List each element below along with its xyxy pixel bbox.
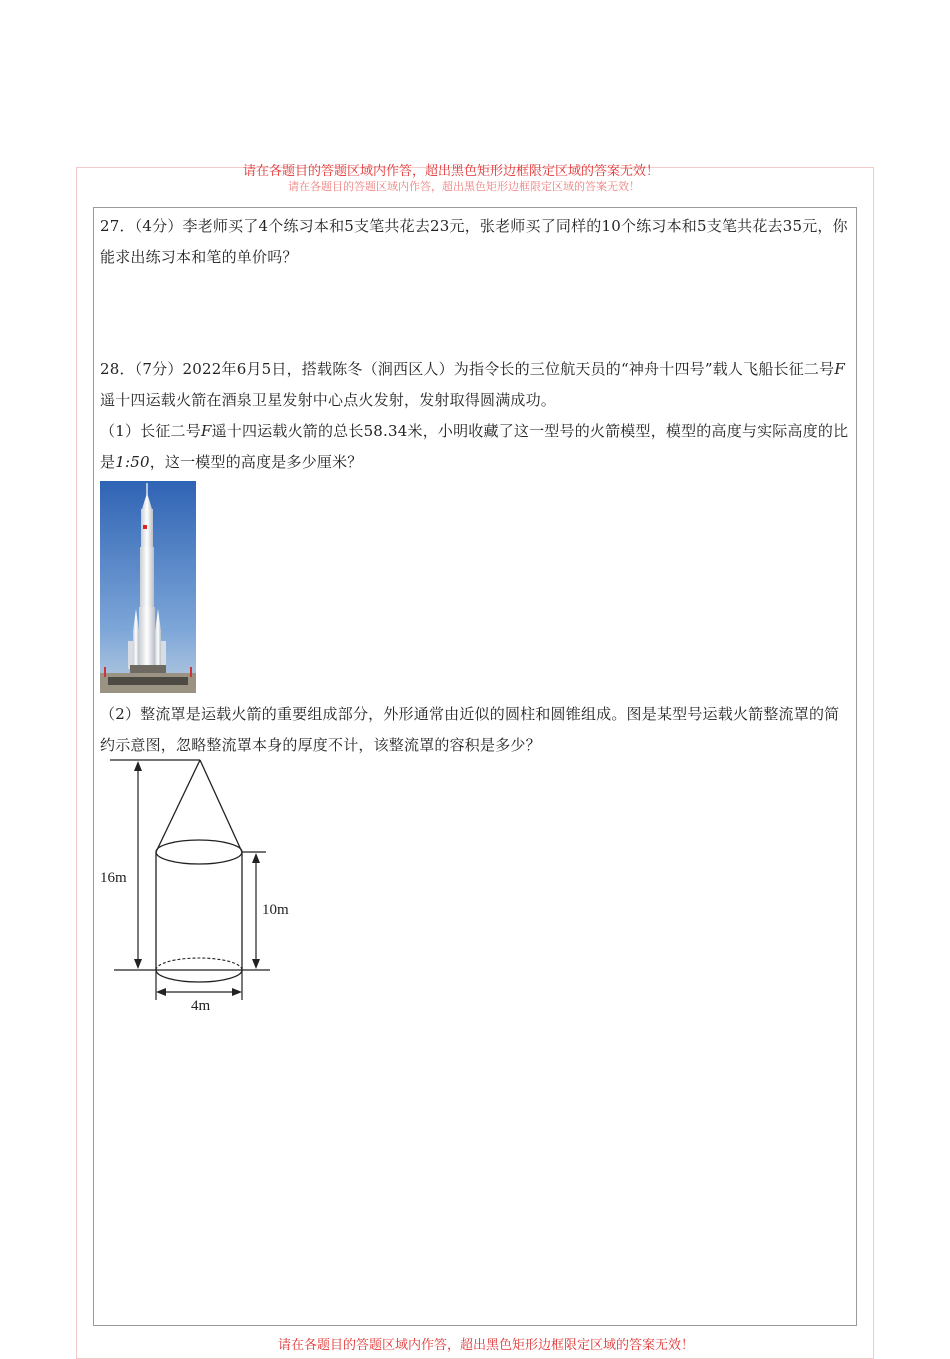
question-28-intro-b: 遥十四运载火箭在酒泉卫星发射中心点火发射，发射取得圆满成功。 [100,391,557,409]
var-f-2: F [200,422,212,440]
question-28-intro-a: 28．（7分）2022年6月5日，搭载陈冬（涧西区人）为指令长的三位航天员的“神舟十四号”载人飞船长征二号 [100,360,835,378]
question-27: 27．（4分）李老师买了4个练习本和5支笔共花去23元，张老师买了同样的10个练习本和5支笔共花去35元，你能求出练习本和笔的单价吗？ [100,217,848,266]
top-warning-ghost-text: 请在各题目的答题区域内作答，超出黑色矩形边框限定区域的答案无效！ [288,180,640,193]
rocket-photo [100,481,196,693]
part-1-text-a: （1）长征二号 [100,422,201,440]
question-28-part-1 [100,416,852,478]
cylinder-top-ellipse [156,840,242,864]
bottom-warning-text: 请在各题目的答题区域内作答，超出黑色矩形边框限定区域的答案无效！ [278,1338,695,1353]
cylinder-bottom-back [156,958,242,970]
part-1-text-c: ，这一模型的高度是多少厘米？ [149,453,363,471]
part-1-text-b: 遥十四运载火箭的总长58.34米，小明收藏了这一型号的火箭模型，模型的高度与实际高度的比是 [100,422,849,471]
scale-ratio: 1:50 [115,453,150,471]
cylinder-bottom-front [156,970,242,982]
total-height-label: 16m [100,870,127,886]
fairing-diagram [100,755,320,1020]
var-f: F [834,360,845,378]
diameter-label: 4m [191,998,211,1014]
top-warning-text: 请在各题目的答题区域内作答，超出黑色矩形边框限定区域的答案无效！ [243,164,660,179]
cone-left-edge [156,760,200,852]
question-28-part-2: （2）整流罩是运载火箭的重要组成部分，外形通常由近似的圆柱和圆锥组成。图是某型号运载火箭整流罩的简约示意图，忽略整流罩本身的厚度不计，该整流罩的容积是多少？ [100,705,840,754]
cone-right-edge [200,760,242,852]
cylinder-height-label: 10m [262,902,289,918]
question-28-intro [100,354,852,416]
